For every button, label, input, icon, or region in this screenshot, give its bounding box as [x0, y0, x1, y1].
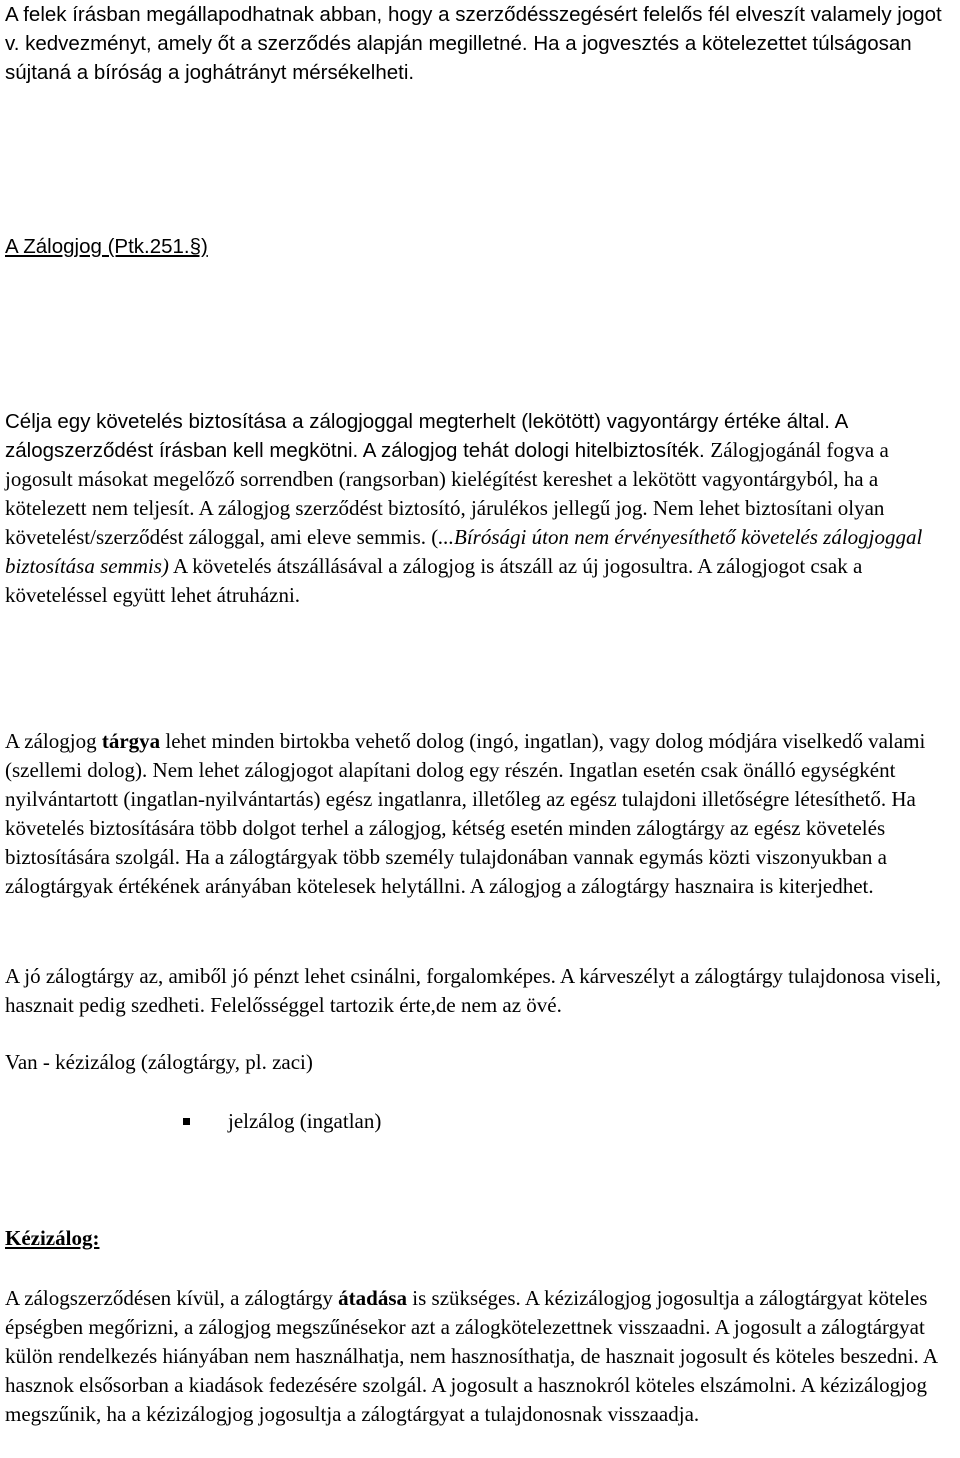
kezizalog-paragraph [5, 1284, 960, 1429]
purpose-text-serif: Zálogjogánál fogva a jogosult másokat megelőző sorrendben (rangsorban) kielégítést kereshet a lekötött vagyontárgyból, ha a kötelezett nem teljesít. A zálogjog szerződést biztosító, járulékos jellegű jog. Nem lehet biztosítani olyan követelést/szerződést záloggal, ami eleve semmis. ( [5, 438, 889, 549]
bullet-item [183, 1107, 381, 1136]
kezizalog-text-end: is szükséges. A kézizálogjog jogosultja a zálogtárgyat köteles épségben megőrizni, a zálogjog megszűnésekor azt a zálogkötelezettnek visszaadni. A jogosult a zálogtárgyat külön rendelkezés hiányában nem használhatja, nem hasznosíthatja, de hasznait jogosult és köteles beszedni. A hasznok elsősorban a kiadások fedezésére szolgál. A jogosult a hasznokról köteles elszámolni. A kézizálogjog megszűnik, ha a kézizálogjog jogosultja a zálogtárgyat a tulajdonosnak visszaadja. [5, 1286, 937, 1426]
section-heading-zalogjog: A Zálogjog (Ptk.251.§) [5, 235, 208, 258]
square-bullet-icon [183, 1118, 190, 1125]
subject-paragraph [5, 727, 960, 901]
kezizalog-text-bold: átadása [338, 1286, 408, 1310]
intro-paragraph: A felek írásban megállapodhatnak abban, hogy a szerződésszegésért felelős fél elveszít valamely jogot v. kedvezményt, amely őt a szerződés alapján megilletné. Ha a jogvesztés a kötelezettet túlságosan sújtaná a bíróság a joghátrányt mérsékelheti. [5, 3, 942, 84]
subject-text-end: lehet minden birtokba vehető dolog (ingó, ingatlan), vagy dolog módjára viselkedő valami (szellemi dolog). Nem lehet zálogjogot alapítani dolog egy részén. Ingatlan esetén csak önálló egységként nyilvántartott (ingatlan-nyilvántartás) egész ingatlanra, illetőleg az egész tulajdoni illetőségre létesíthető. Ha követelés biztosítására több dolgot terhel a zálogjog, kétség esetén minden zálogtárgy az egész követelés biztosítására szolgál. Ha a zálogtárgyak több személy tulajdonában vannak egymás közti viszonyukban a zálogtárgyak értékének arányában kötelesek helytállni. A zálogjog a zálogtárgy hasznaira is kiterjedhet. [5, 729, 926, 898]
subject-text-bold: tárgya [101, 729, 161, 753]
kezizalog-text-start: A zálogszerződésen kívül, a zálogtárgy [5, 1286, 339, 1310]
good-collateral-paragraph: A jó zálogtárgy az, amiből jó pénzt lehet csinálni, forgalomképes. A kárveszélyt a zálogtárgy tulajdonosa viseli, hasznait pedig szedheti. Felelősséggel tartozik érte,de nem az övé. [5, 964, 941, 1017]
section-heading-kezizalog: Kézizálog: [5, 1226, 100, 1250]
purpose-text-end: A követelés átszállásával a zálogjog is átszáll az új jogosultra. A zálogjogot csak a követeléssel együtt lehet átruházni. [5, 554, 863, 607]
purpose-text-sans: Célja egy követelés biztosítása a zálogjoggal megterhelt (lekötött) vagyontárgy értéke által. A zálogszerződést írásban kell megkötni. A zálogjog tehát dologi hitelbiztosíték. [5, 410, 848, 462]
types-line: Van - kézizálog (zálogtárgy, pl. zaci) [5, 1050, 313, 1074]
purpose-text-italic: ...Bírósági úton nem érvényesíthető követelés zálogjoggal biztosítása semmis) [5, 525, 923, 578]
bullet-item-label: jelzálog (ingatlan) [228, 1109, 382, 1133]
subject-text-start: A zálogjog [5, 729, 102, 753]
purpose-paragraph [5, 407, 960, 610]
